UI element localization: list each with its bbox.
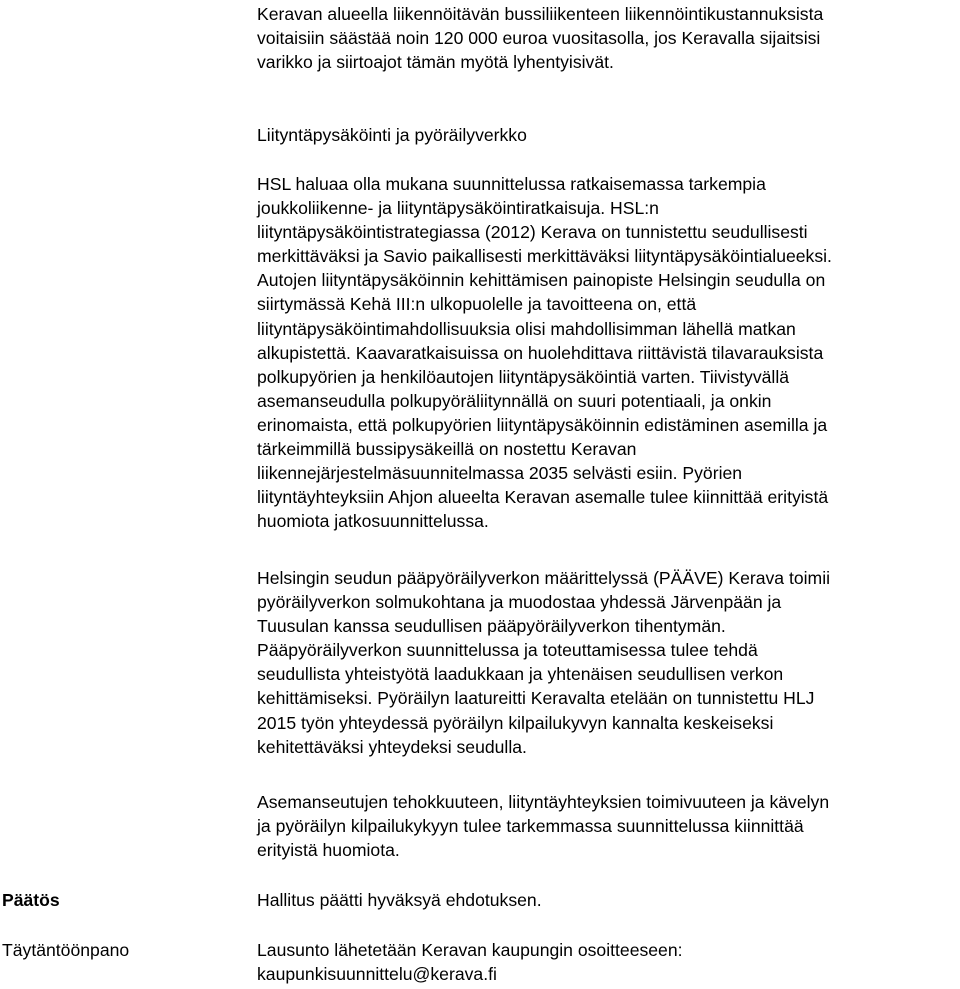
text-line: ja pyöräilyn kilpailukykyyn tulee tarkemmassa suunnittelussa kiinnittää [257,816,804,837]
text-line: erityistä huomiota. [257,840,400,861]
text-line: Keravan alueella liikennöitävän bussiliikenteen liikennöintikustannuksista [257,4,824,24]
text-line: polkupyörien ja henkilöautojen liityntäpysäköintiä varten. Tiivistyvällä [257,366,790,387]
paragraph-liityntapysakointi [257,172,957,533]
text-line: kehittämiseksi. Pyöräilyn laatureitti Keravalta etelään on tunnistettu HLJ [257,688,815,709]
text-line: siirtymässä Kehä III:n ulkopuolelle ja tavoitteena on, että [257,294,697,315]
email-address: kaupunkisuunnittelu@kerava.fi [257,964,497,985]
text-line: Pääpyöräilyverkon suunnittelussa ja toteuttamisessa tulee tehdä [257,640,758,661]
text-line: liityntäpysäköintistrategiassa (2012) Kerava on tunnistettu seudullisesti [257,222,808,243]
paragraph-paave [257,566,957,759]
text-line: kehitettäväksi yhteydeksi seudulla. [257,736,527,757]
text-line: varikko ja siirtoajot tämän myötä lyhentyisivät. [257,52,614,73]
text-line: HSL haluaa olla mukana suunnittelussa ratkaisemassa tarkempia [257,174,766,194]
implementation-text [257,938,957,986]
text-line: joukkoliikenne- ja liityntäpysäköintiratkaisuja. HSL:n [257,198,659,219]
text-line: erinomaista, että polkupyörien liityntäpysäköinnin edistäminen asemilla ja [257,414,828,435]
text-line: voitaisiin säästää noin 120 000 euroa vuositasolla, jos Keravalla sijaitsisi [257,28,821,49]
text-line: liityntäyhteyksiin Ahjon alueelta Keravan asemalle tulee kiinnittää erityistä [257,487,829,508]
text-line: huomiota jatkosuunnittelussa. [257,511,489,532]
paragraph-asemanseutujen [257,790,957,862]
text-line: 2015 työn yhteydessä pyöräilyn kilpailukyvyn kannalta keskeiseksi [257,712,774,733]
text-line: tärkeimmillä bussipysäkeillä on nostettu Keravan [257,439,637,460]
text-line: Asemanseutujen tehokkuuteen, liityntäyhteyksien toimivuuteen ja kävelyn [257,792,830,812]
text-line: Helsingin seudun pääpyöräilyverkon määrittelyssä (PÄÄVE) Kerava toimii [257,568,831,588]
text-line: liikennejärjestelmäsuunnitelmassa 2035 selvästi esiin. Pyörien [257,463,743,484]
text-line: liityntäpysäköintimahdollisuuksia olisi mahdollisimman lähellä matkan [257,318,796,339]
text-line: alkupistettä. Kaavaratkaisuissa on huolehdittava riittävistä tilavarauksista [257,342,824,363]
text-line: merkittäväksi ja Savio paikallisesti merkittäväksi liityntäpysäköintialueeksi. [257,246,832,267]
text-line: Lausunto lähetetään Keravan kaupungin osoitteeseen: [257,940,683,960]
text-line: asemanseudulla polkupyöräliitynnällä on suuri potentiaali, ja onkin [257,390,772,411]
text-line: pyöräilyverkon solmukohtana ja muodostaa yhdessä Järvenpään ja [257,592,782,613]
text-line: Autojen liityntäpysäköinnin kehittämisen painopiste Helsingin seudulla on [257,270,826,291]
section-heading: Liityntäpysäköinti ja pyöräilyverkko [257,125,527,145]
implementation-label: Täytäntöönpano [2,940,130,960]
text-line: seudullista yhteistyötä laadukkaan ja yhtenäisen seudullisen verkon [257,664,784,685]
decision-label: Päätös [2,890,60,910]
intro-paragraph [257,2,957,74]
text-line: Tuusulan kanssa seudullisen pääpyöräilyverkon tihentymän. [257,616,726,637]
decision-text: Hallitus päätti hyväksyä ehdotuksen. [257,890,542,910]
